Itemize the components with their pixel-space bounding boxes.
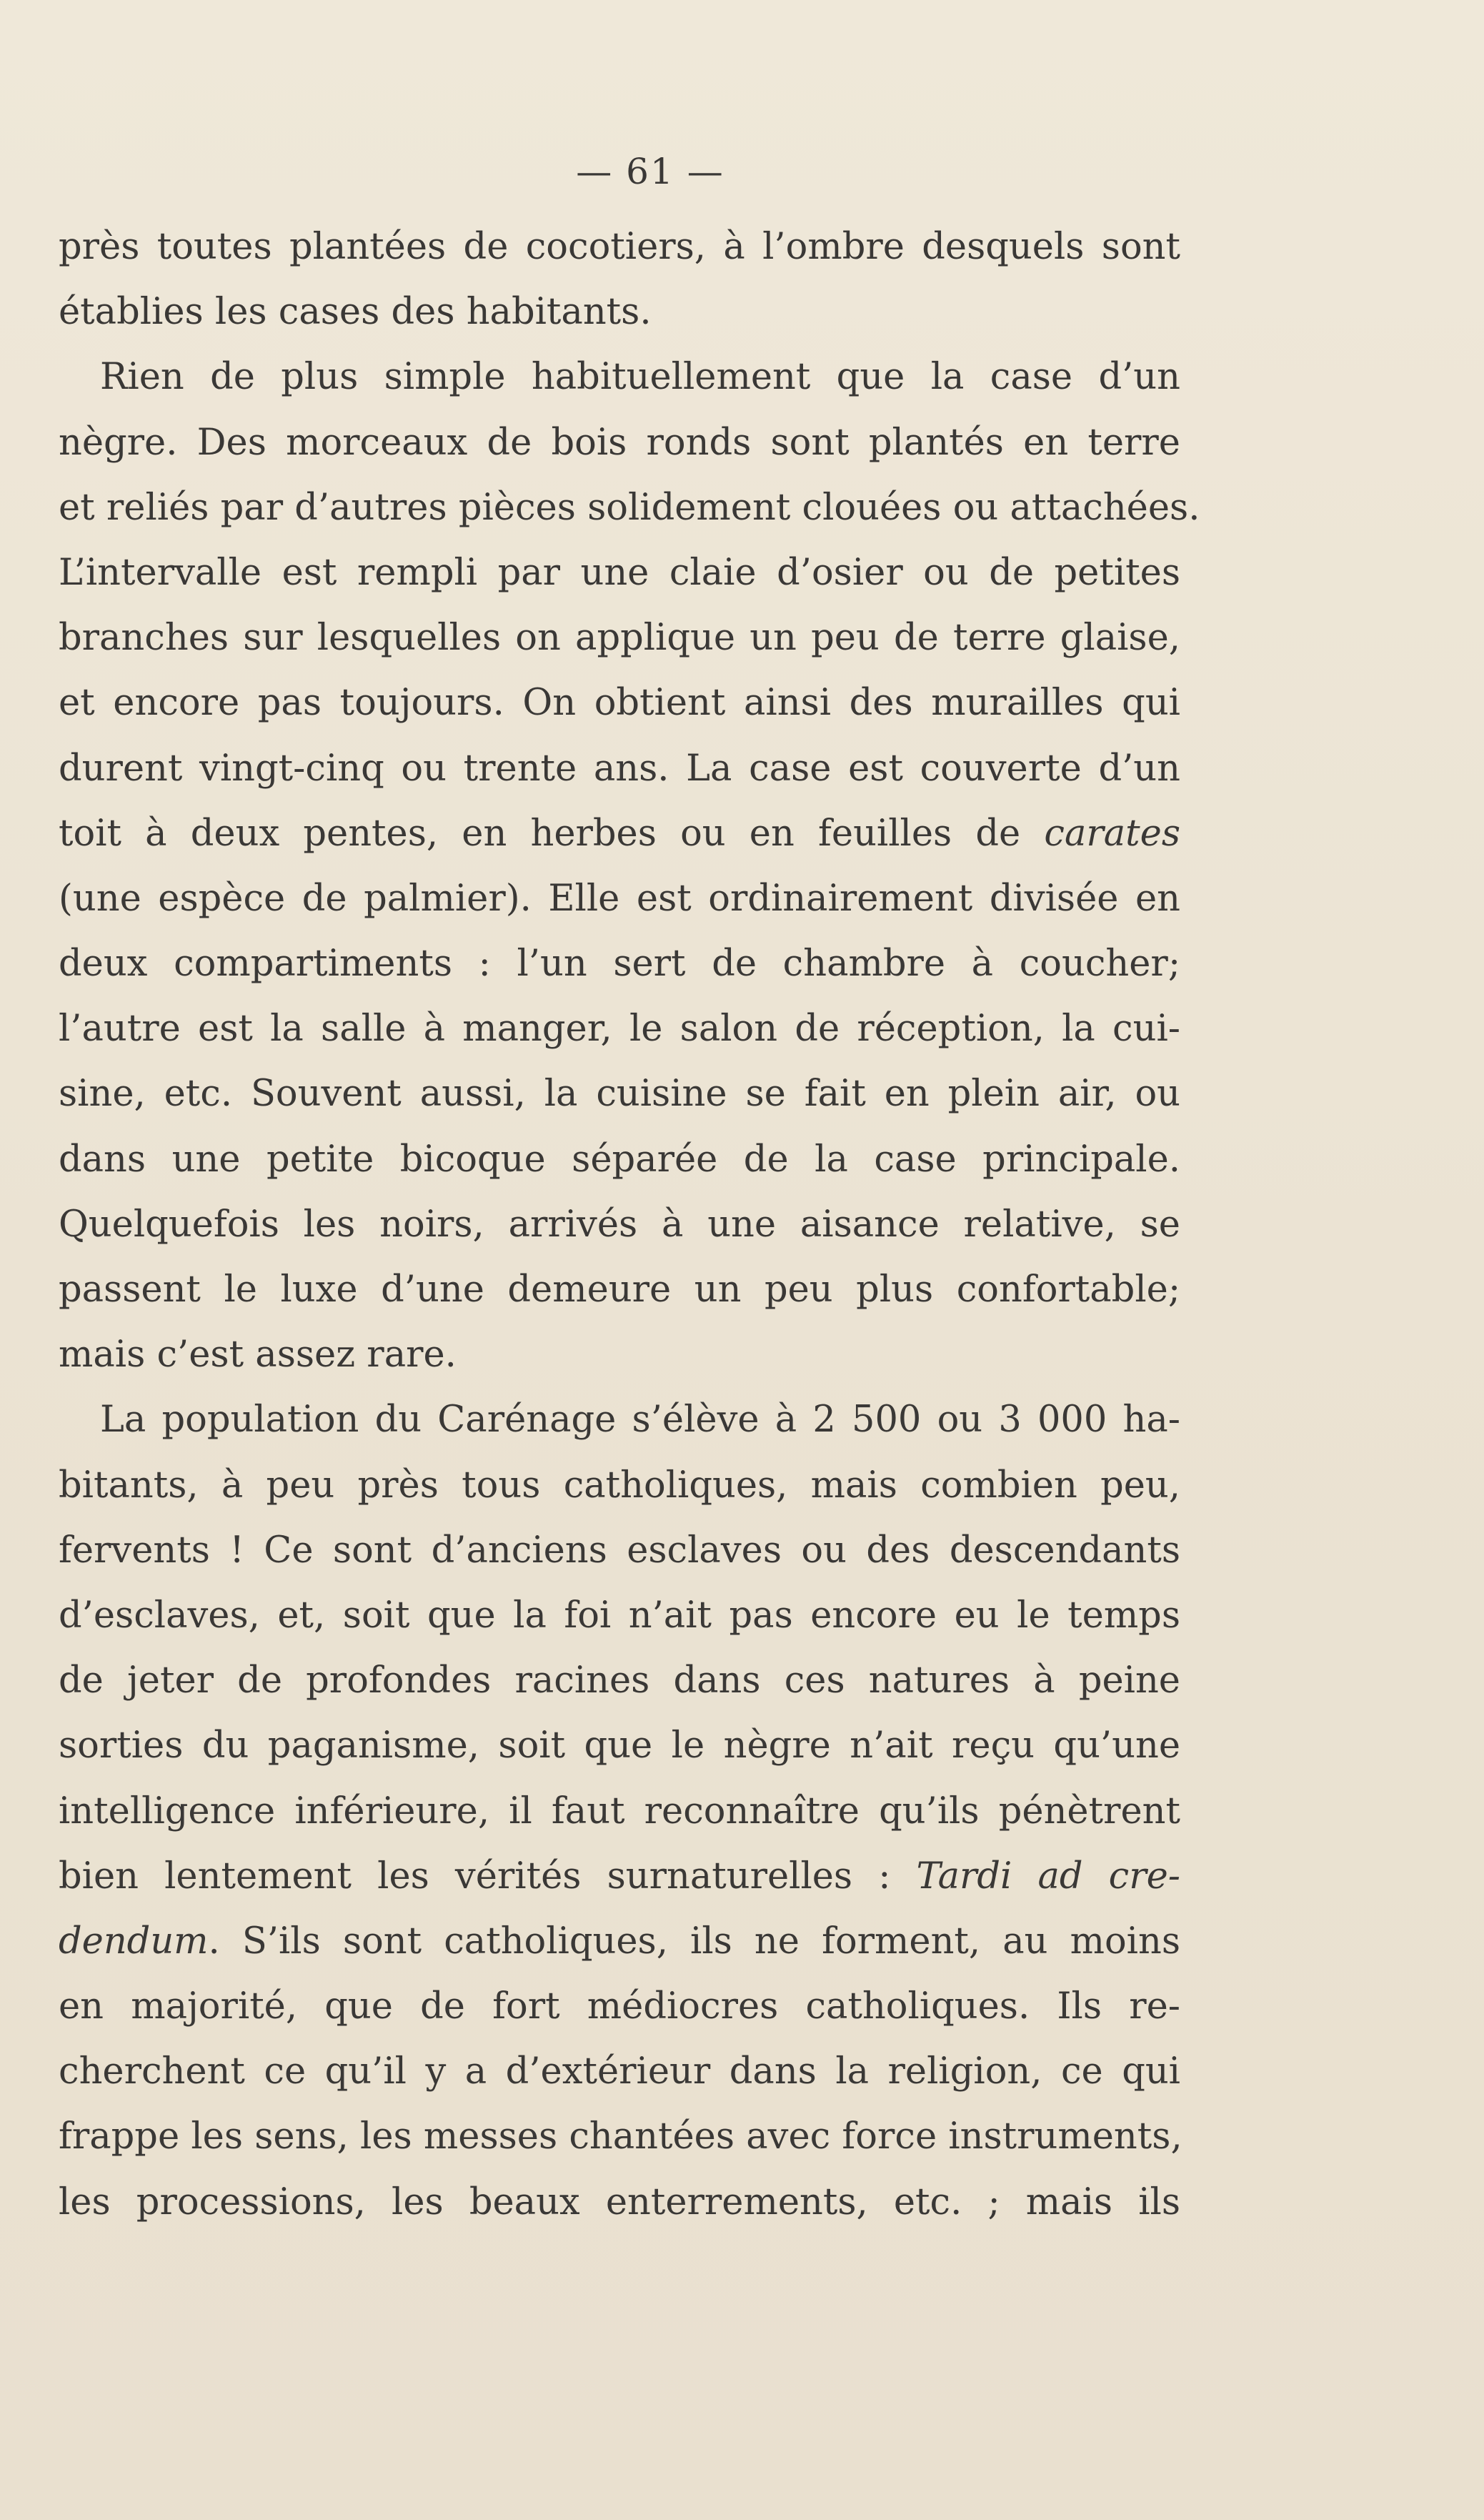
- text-line: bien lentement les vérités surnaturelles : Tardi ad cre-: [59, 1855, 1181, 1898]
- text-line: établies les cases des habitants.: [59, 291, 652, 334]
- text-line: branches sur lesquelles on applique un peu de terre glaise,: [59, 617, 1180, 660]
- text-line: cherchent ce qu’il y a d’extérieur dans la religion, ce qui: [59, 2050, 1180, 2093]
- text-line: l’autre est la salle à manger, le salon de réception, la cui-: [59, 1008, 1180, 1051]
- italic-term: carates: [1044, 812, 1180, 855]
- italic-latin: dendum: [59, 1920, 209, 1963]
- text-line: et reliés par d’autres pièces solidement clouées ou attachées.: [59, 486, 1200, 529]
- body-text: [59, 214, 1200, 2235]
- text-line: sorties du paganisme, soit que le nègre n’ait reçu qu’une: [59, 1725, 1180, 1767]
- text-line: près toutes plantées de cocotiers, à l’ombre desquels sont: [59, 226, 1180, 268]
- text-line: mais c’est assez rare.: [59, 1334, 457, 1376]
- text-line: passent le luxe d’une demeure un peu plus confortable;: [59, 1269, 1180, 1311]
- text-line: nègre. Des morceaux de bois ronds sont plantés en terre: [59, 421, 1180, 464]
- text-line: fervents ! Ce sont d’anciens esclaves ou des descendants: [59, 1529, 1180, 1572]
- text-line: sine, etc. Souvent aussi, la cuisine se fait en plein air, ou: [59, 1073, 1180, 1116]
- text-line: frappe les sens, les messes chantées avec force instruments,: [59, 2115, 1182, 2158]
- text-line: dendum. S’ils sont catholiques, ils ne forment, au moins: [59, 1920, 1180, 1963]
- text-line: dans une petite bicoque séparée de la case principale.: [59, 1138, 1180, 1181]
- text-line: Rien de plus simple habituellement que la case d’un: [100, 356, 1180, 399]
- text-line: en majorité, que de fort médiocres catholiques. Ils re-: [59, 1985, 1180, 2028]
- text-line: La population du Carénage s’élève à 2 500 ou 3 000 ha-: [100, 1399, 1180, 1442]
- text-line: durent vingt-cinq ou trente ans. La case est couverte d’un: [59, 747, 1180, 790]
- text-line: toit à deux pentes, en herbes ou en feuilles de carates: [59, 812, 1180, 855]
- text-line: intelligence inférieure, il faut reconnaître qu’ils pénètrent: [59, 1790, 1180, 1832]
- text-line: et encore pas toujours. On obtient ainsi des murailles qui: [59, 682, 1180, 725]
- text-line: bitants, à peu près tous catholiques, mais combien peu,: [59, 1464, 1180, 1507]
- page-number: — 61 —: [576, 151, 724, 192]
- text-line: les processions, les beaux enterrements, etc. ; mais ils: [59, 2181, 1180, 2223]
- text-line: Quelquefois les noirs, arrivés à une aisance relative, se: [59, 1203, 1180, 1246]
- italic-latin: Tardi ad cre-: [916, 1855, 1181, 1898]
- text-line: d’esclaves, et, soit que la foi n’ait pas encore eu le temps: [59, 1594, 1180, 1637]
- text-line: (une espèce de palmier). Elle est ordinairement divisée en: [59, 877, 1180, 920]
- text-line: L’intervalle est rempli par une claie d’osier ou de petites: [59, 551, 1180, 594]
- text-line: deux compartiments : l’un sert de chambre à coucher;: [59, 943, 1180, 986]
- text-line: de jeter de profondes racines dans ces natures à peine: [59, 1660, 1180, 1702]
